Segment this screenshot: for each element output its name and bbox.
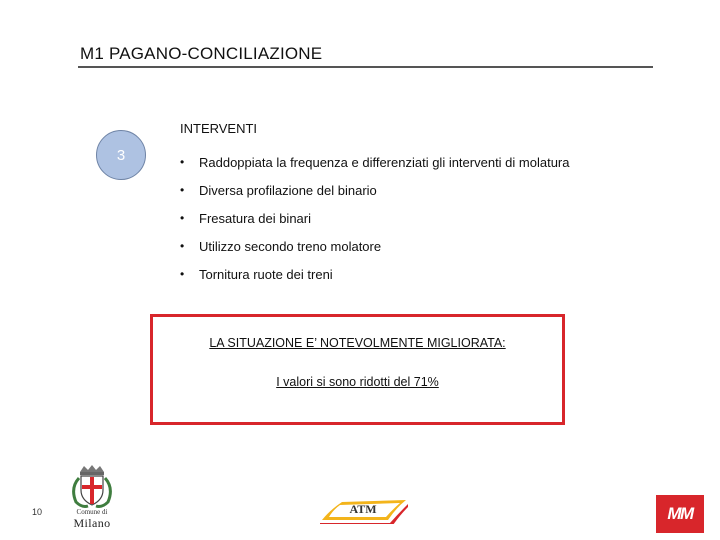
- list-item: [180, 148, 570, 176]
- result-callout-box: [150, 314, 565, 425]
- section-heading: INTERVENTI: [180, 121, 258, 136]
- atm-label: ATM: [349, 502, 377, 516]
- bullet-icon: •: [180, 267, 185, 281]
- result-headline: LA SITUAZIONE E’ NOTEVOLMENTE MIGLIORATA:: [209, 336, 506, 350]
- slide-title: M1 PAGANO-CONCILIAZIONE: [80, 44, 323, 63]
- comune-label: Comune di: [76, 508, 108, 516]
- list-item: [180, 176, 570, 204]
- list-item: [180, 260, 570, 288]
- list-item-text: Diversa profilazione del binario: [199, 182, 377, 198]
- bullet-icon: •: [180, 155, 185, 169]
- comune-di-milano-wordmark: [68, 508, 116, 531]
- step-number-badge: 3: [96, 130, 146, 180]
- bullet-icon: •: [180, 239, 185, 253]
- list-item-text: Raddoppiata la frequenza e differenziati gli interventi di molatura: [199, 154, 570, 170]
- bullet-icon: •: [180, 183, 185, 197]
- list-item: [180, 232, 570, 260]
- mm-logo: MM: [656, 495, 704, 533]
- title-divider: [78, 66, 653, 68]
- bullet-icon: •: [180, 211, 185, 225]
- list-item-text: Fresatura dei binari: [199, 210, 311, 226]
- interventions-list: [180, 148, 570, 288]
- list-item-text: Utilizzo secondo treno molatore: [199, 238, 382, 254]
- result-detail: I valori si sono ridotti del 71%: [276, 375, 439, 389]
- milano-label: Milano: [73, 516, 111, 530]
- list-item-text: Tornitura ruote dei treni: [199, 266, 333, 282]
- page-number: 10: [32, 507, 43, 517]
- list-item: [180, 204, 570, 232]
